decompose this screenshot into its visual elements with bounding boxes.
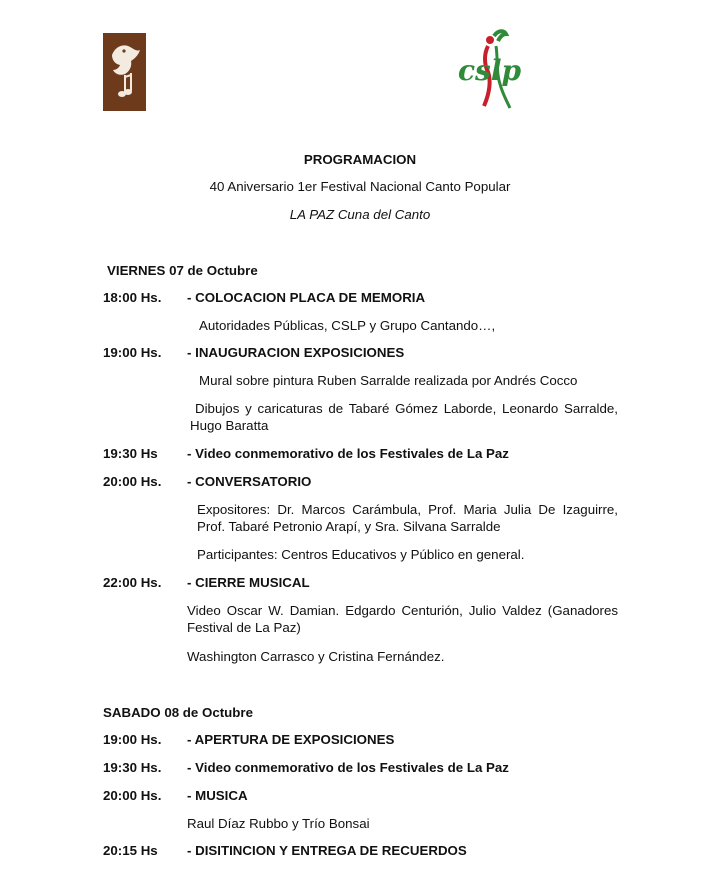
event-title: - INAUGURACION EXPOSICIONES bbox=[187, 345, 405, 360]
day-heading-saturday: SABADO 08 de Octubre bbox=[103, 705, 253, 720]
event-title: - CIERRE MUSICAL bbox=[187, 575, 310, 590]
event-title: - Video conmemorativo de los Festivales de La Paz bbox=[187, 760, 509, 775]
page-subtitle: 40 Aniversario 1er Festival Nacional Canto Popular bbox=[209, 179, 511, 194]
event-detail: Video Oscar W. Damian. Edgardo Centurión, Julio Valdez (Ganadores Festival de La Paz) bbox=[187, 603, 618, 635]
cslp-logo-icon bbox=[454, 28, 530, 112]
event-title: - DISITINCION Y ENTREGA DE RECUERDOS bbox=[187, 843, 467, 858]
event-detail: Raul Díaz Rubbo y Trío Bonsai bbox=[187, 816, 370, 831]
event-title: - COLOCACION PLACA DE MEMORIA bbox=[187, 290, 426, 305]
event-time: 20:00 Hs. bbox=[103, 788, 162, 803]
event-title: - MUSICA bbox=[187, 788, 248, 803]
event-time: 19:00 Hs. bbox=[103, 732, 162, 747]
event-time: 19:30 Hs bbox=[103, 446, 158, 461]
event-time: 19:00 Hs. bbox=[103, 345, 162, 360]
page-tagline: LA PAZ Cuna del Canto bbox=[289, 207, 431, 222]
event-time: 20:15 Hs bbox=[103, 843, 158, 858]
event-time: 20:00 Hs. bbox=[103, 474, 162, 489]
event-detail: Mural sobre pintura Ruben Sarralde realizada por Andrés Cocco bbox=[199, 373, 578, 388]
event-time: 22:00 Hs. bbox=[103, 575, 162, 590]
event-title: - Video conmemorativo de los Festivales de La Paz bbox=[187, 446, 509, 461]
event-time: 18:00 Hs. bbox=[103, 290, 162, 305]
event-title: - CONVERSATORIO bbox=[187, 474, 312, 489]
cslp-logo-text: cslp bbox=[458, 54, 522, 87]
event-time: 19:30 Hs. bbox=[103, 760, 162, 775]
event-title: - APERTURA DE EXPOSICIONES bbox=[187, 732, 395, 747]
event-detail: Washington Carrasco y Cristina Fernández. bbox=[187, 649, 445, 664]
event-detail: Participantes: Centros Educativos y Público en general. bbox=[197, 547, 525, 562]
event-detail: Expositores: Dr. Marcos Carámbula, Prof. Maria Julia De Izaguirre, Prof. Tabaré Petronio Arapí, y Sra. Silvana Sarralde bbox=[197, 502, 618, 534]
day-heading-friday: VIERNES 07 de Octubre bbox=[107, 263, 258, 278]
event-detail: Autoridades Públicas, CSLP y Grupo Cantando…, bbox=[199, 318, 496, 333]
event-detail: Dibujos y caricaturas de Tabaré Gómez Laborde, Leonardo Sarralde, Hugo Baratta bbox=[190, 401, 618, 433]
bird-logo-icon bbox=[103, 33, 146, 111]
page-title: PROGRAMACION bbox=[303, 152, 417, 167]
